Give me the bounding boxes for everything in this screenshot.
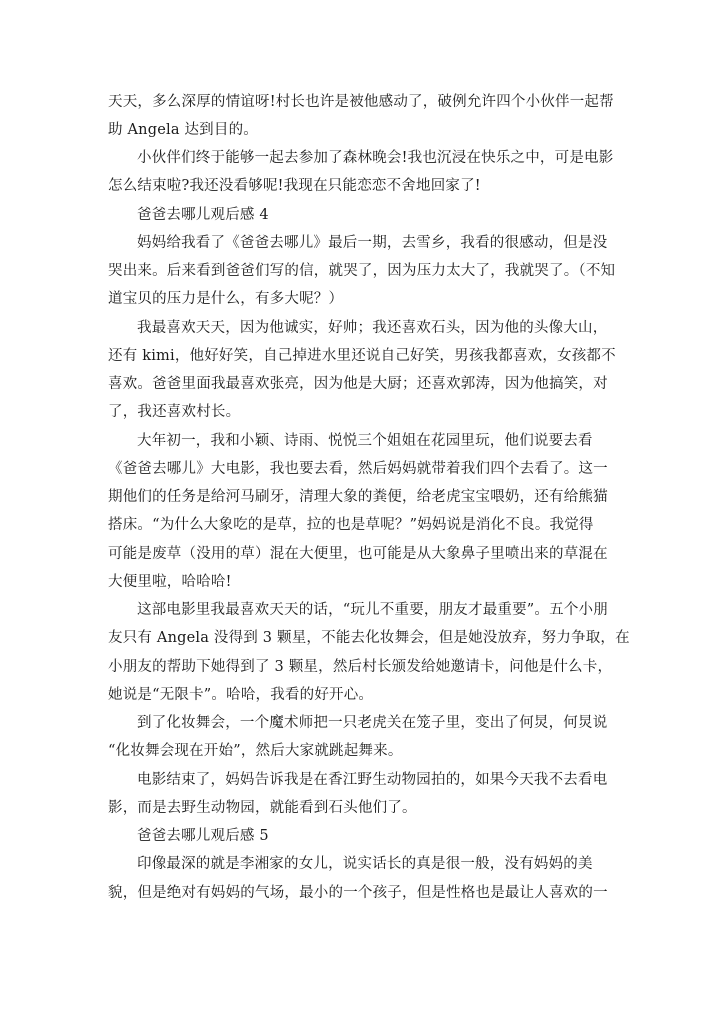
paragraph-line: 电影结束了，妈妈告诉我是在香江野生动物园拍的，如果今天我不去看电 [137, 772, 608, 788]
section-heading: 爸爸去哪儿观后感 4 [137, 207, 269, 223]
paragraph-line: 还有 kimi，他好好笑，自己掉进水里还说自己好笑，男孩我都喜欢，女孩都不 [108, 348, 616, 364]
paragraph-line: 天天，多么深厚的情谊呀!村长也许是被他感动了，破例允许四个小伙伴一起帮 [108, 94, 614, 110]
paragraph-line: 到了化妆舞会，一个魔术师把一只老虎关在笼子里，变出了何炅，何炅说 [137, 715, 608, 731]
paragraph-line: “化妆舞会现在开始”，然后大家就跳起舞来。 [108, 743, 403, 759]
paragraph-line: 印像最深的就是李湘家的女儿，说实话长的真是很一般，没有妈妈的美 [137, 856, 593, 872]
paragraph-line: 搭床。“为什么大象吃的是草，拉的也是草呢？”妈妈说是消化不良。我觉得 [108, 517, 594, 533]
paragraph-line: 大便里啦，哈哈哈! [108, 574, 232, 590]
paragraph-line: 哭出来。后来看到爸爸们写的信，就哭了，因为压力太大了，我就哭了。（不知 [108, 263, 616, 279]
paragraph-line: 大年初一，我和小颖、诗雨、悦悦三个姐姐在花园里玩，他们说要去看 [137, 433, 593, 449]
paragraph-line: 怎么结束啦?我还没看够呢!我现在只能恋恋不舍地回家了! [108, 178, 481, 194]
paragraph-line: 貌，但是绝对有妈妈的气场，最小的一个孩子，但是性格也是最让人喜欢的一 [108, 885, 608, 901]
paragraph-line: 友只有 Angela 没得到 3 颗星，不能去化妆舞会，但是她没放弃，努力争取，在 [108, 630, 630, 646]
paragraph-line: 这部电影里我最喜欢天天的话，“玩儿不重要，朋友才最重要”。五个小朋 [137, 602, 608, 618]
paragraph-line: 影，而是去野生动物园，就能看到石头他们了。 [108, 800, 417, 816]
paragraph-line: 了，我还喜欢村长。 [108, 404, 241, 420]
paragraph-line: 道宝贝的压力是什么，有多大呢？） [108, 291, 344, 307]
paragraph-line: 小伙伴们终于能够一起去参加了森林晚会!我也沉浸在快乐之中，可是电影 [137, 150, 614, 166]
paragraph-line: 喜欢。爸爸里面我最喜欢张亮，因为他是大厨；还喜欢郭涛，因为他搞笑，对 [108, 376, 608, 392]
paragraph-line: 《爸爸去哪儿》大电影，我也要去看，然后妈妈就带着我们四个去看了。这一 [108, 461, 608, 477]
paragraph-line: 助 Angela 达到目的。 [108, 122, 258, 138]
paragraph-line: 我最喜欢天天，因为他诚实，好帅；我还喜欢石头，因为他的头像大山， [137, 320, 608, 336]
paragraph-line: 小朋友的帮助下她得到了 3 颗星，然后村长颁发给她邀请卡，问他是什么卡， [108, 659, 613, 675]
paragraph-line: 妈妈给我看了《爸爸去哪儿》最后一期，去雪乡，我看的很感动，但是没 [137, 235, 608, 251]
paragraph-line: 她说是“无限卡”。哈哈，我看的好开心。 [108, 687, 374, 703]
section-heading: 爸爸去哪儿观后感 5 [137, 828, 269, 844]
paragraph-line: 期他们的任务是给河马刷牙，清理大象的粪便，给老虎宝宝喂奶，还有给熊猫 [108, 489, 608, 505]
paragraph-line: 可能是废草（没用的草）混在大便里，也可能是从大象鼻子里喷出来的草混在 [108, 546, 608, 562]
